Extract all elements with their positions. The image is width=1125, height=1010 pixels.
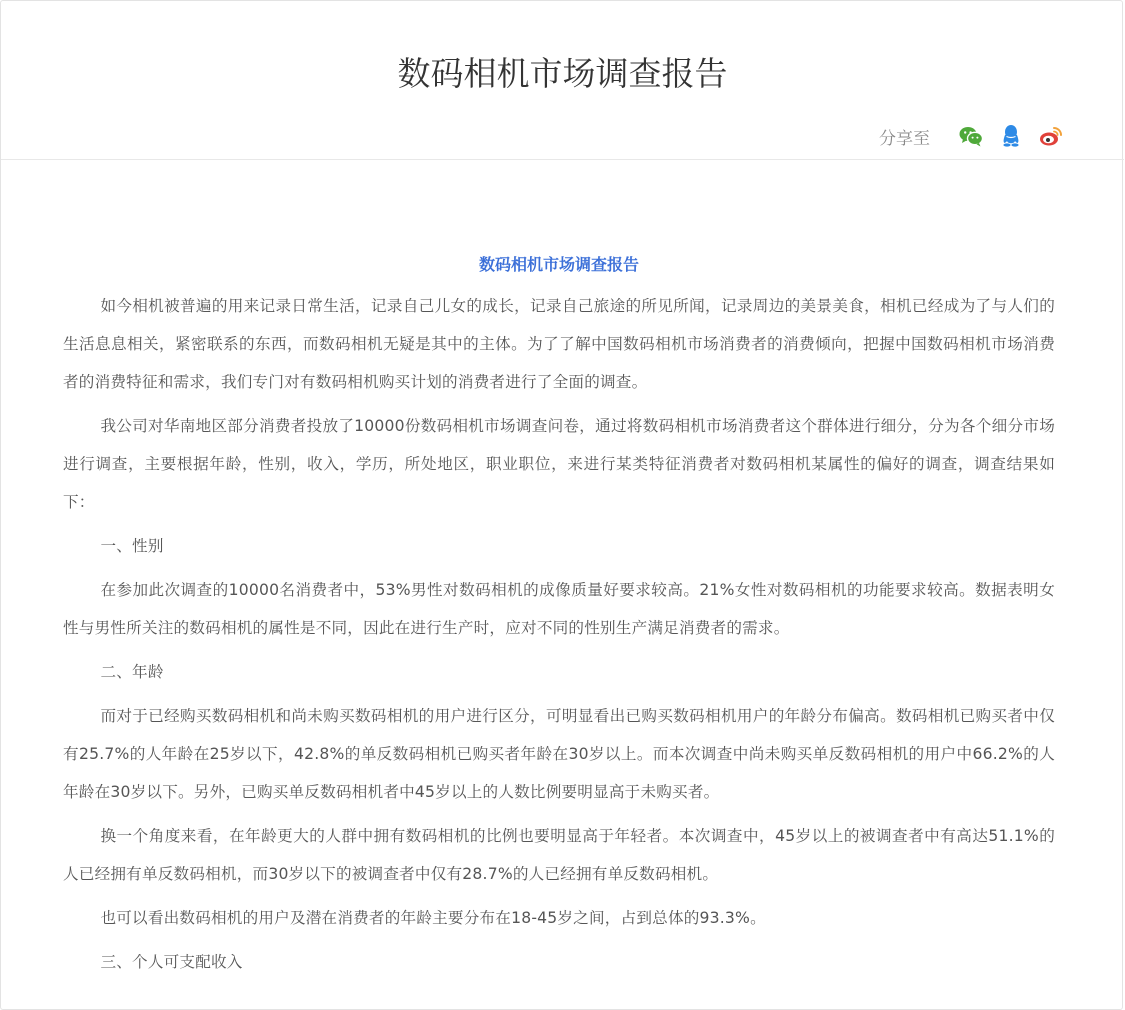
weibo-icon[interactable] [1038, 123, 1064, 149]
article-content [63, 248, 1055, 987]
section-heading-income: 三、个人可支配收入 [100, 953, 243, 971]
paragraph-age-1: 而对于已经购买数码相机和尚未购买数码相机的用户进行区分，可明显看出已购买数码相机用户的年龄分布偏高。数码相机已购买者中仅有25.7%的人年龄在25岁以下，42.8%的单反数码相机已购买者年龄在30岁以上。而本次调查中尚未购买单反数码相机的用户中66.2%的人年龄在30岁以下。另外，已购买单反数码相机者中45岁以上的人数比例要明显高于未购买者。 [63, 707, 1055, 801]
wechat-icon[interactable] [958, 123, 984, 149]
share-bar [879, 121, 1064, 151]
page-title: 数码相机市场调查报告 [397, 54, 728, 93]
share-label: 分享至 [879, 128, 930, 149]
section-heading-gender: 一、性别 [100, 537, 164, 555]
paragraph-gender: 在参加此次调查的10000名消费者中，53%男性对数码相机的成像质量好要求较高。21%女性对数码相机的功能要求较高。数据表明女性与男性所关注的数码相机的属性是不同，因此在进行生产时，应对不同的性别生产满足消费者的需求。 [63, 581, 1055, 637]
paragraph-age-3: 也可以看出数码相机的用户及潜在消费者的年龄主要分布在18-45岁之间，占到总体的93.3%。 [100, 909, 766, 927]
page-header [1, 1, 1124, 160]
paragraph-survey-method: 我公司对华南地区部分消费者投放了10000份数码相机市场调查问卷，通过将数码相机市场消费者这个群体进行细分，分为各个细分市场进行调查，主要根据年龄，性别，收入，学历，所处地区，职业职位，来进行某类特征消费者对数码相机某属性的偏好的调查，调查结果如下： [63, 417, 1055, 511]
paragraph-intro: 如今相机被普遍的用来记录日常生活，记录自己儿女的成长，记录自己旅途的所见所闻，记录周边的美景美食，相机已经成为了与人们的生活息息相关，紧密联系的东西，而数码相机无疑是其中的主体。为了了解中国数码相机市场消费者的消费倾向，把握中国数码相机市场消费者的消费特征和需求，我们专门对有数码相机购买计划的消费者进行了全面的调查。 [63, 297, 1055, 391]
qq-icon[interactable] [998, 123, 1024, 149]
paragraph-age-2: 换一个角度来看，在年龄更大的人群中拥有数码相机的比例也要明显高于年轻者。本次调查中，45岁以上的被调查者中有高达51.1%的人已经拥有单反数码相机，而30岁以下的被调查者中仅有28.7%的人已经拥有单反数码相机。 [63, 827, 1055, 883]
article-title: 数码相机市场调查报告 [478, 255, 639, 274]
section-heading-age: 二、年龄 [100, 663, 164, 681]
